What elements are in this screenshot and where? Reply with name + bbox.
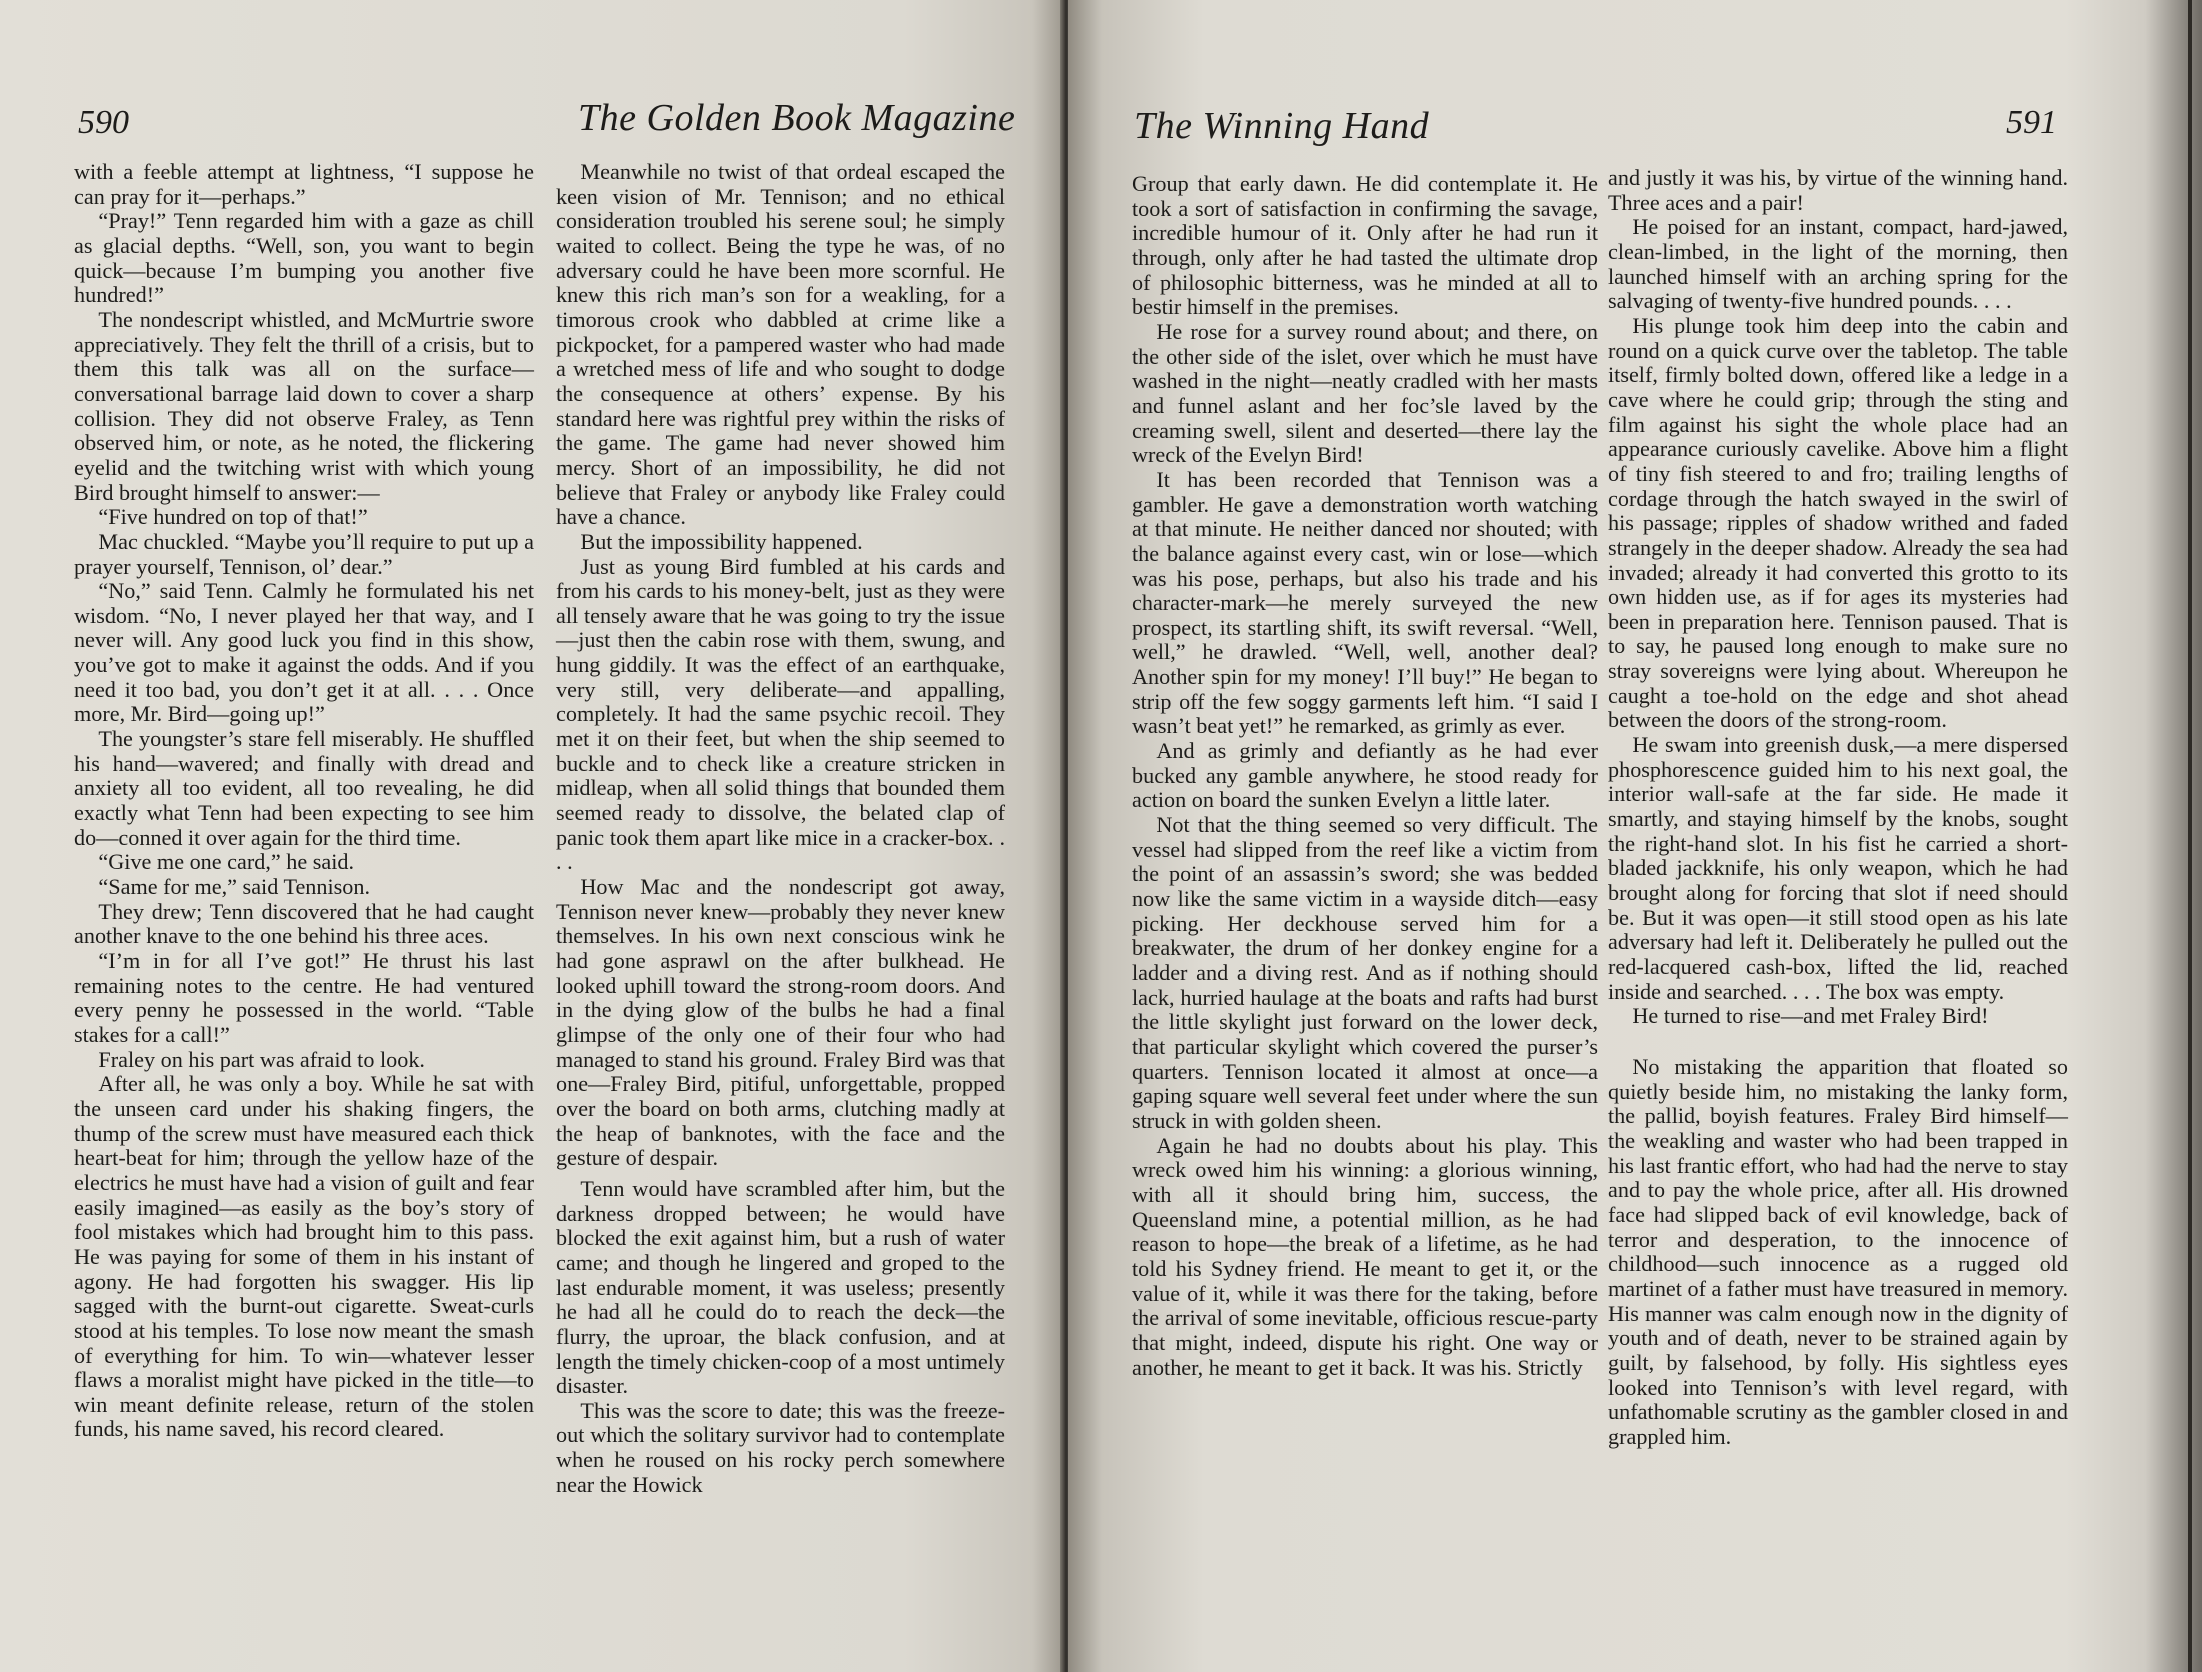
paragraph: And as grimly and defiantly as he had ever bucked any gamble anywhere, he stood ready for action on board the sunken Evelyn a little later.: [1132, 738, 1598, 813]
paragraph: Not that the thing seemed so very difficult. The vessel had slipped from the reef like a victim from the point of an assassin’s sword; she was bedded now like the same victim in a wayside ditch—easy picking. Her deckhouse served him for a breakwater, the drum of her donkey engine for a ladder and a diving rest. And as if nothing should lack, hurried haulage at the boats and rafts had burst the little skylight just forward on the lower deck, that particular skylight which covered the purser’s quarters. Tennison located it almost at once—a gaping square well several feet under where the sun struck in with golden sheen.: [1132, 812, 1598, 1133]
paragraph: “Five hundred on top of that!”: [98, 504, 368, 530]
paragraph: This was the score to date; this was the freeze-out which the solitary survivor had to contemplate when he roused on his rocky perch somewhere near the Howick: [556, 1397, 1005, 1497]
paragraph: His plunge took him deep into the cabin and round on a quick curve over the tabletop. The table itself, firmly bolted down, offered like a ledge in a cave where he could grip; through the sting and film against his sight the whole place had an appearance curiously cavelike. Above him a flight of tiny fish steered to and fro; trailing lengths of cordage through the hatch swayed in the swirl of his passage; ripples of shadow writhed and faded strangely in the deeper shadow. Already the sea had invaded; already it had converted this grotto to its own hidden use, as if for ages its mysteries had been in preparation here. Tennison paused. That is to say, he paused long enough to make sure no stray sovereigns were lying about. Whereupon he caught a toe-hold on the edge and shot ahead between the doors of the strong-room.: [1608, 312, 2068, 733]
paragraph: Group that early dawn. He did contemplate it. He took a sort of satisfaction in confirming the savage, incredible humour of it. Only after he had run it through, only after he had tasted the ultimate drop of philosophic bitterness, was he minded at all to bestir himself in the premises.: [1132, 171, 1598, 320]
left-column-1: [74, 160, 534, 1442]
page-number: 590: [78, 104, 129, 141]
paragraph: “Same for me,” said Tennison.: [98, 874, 371, 900]
paragraph: He swam into greenish dusk,—a mere dispersed phosphorescence guided him to his next goal, the interior wall-safe at the far side. He made it smartly, and staying himself by the knobs, sought the right-hand slot. In his fist he carried a short-bladed jackknife, his only weapon, which he had brought along for forcing that slot if need should be. But it was open—it still stood open as his late adversary had left it. Deliberately he pulled out the red-lacquered cash-box, lifted the lid, reached inside and searched. . . . The box was empty.: [1608, 732, 2068, 1004]
paragraph: It has been recorded that Tennison was a gambler. He gave a demonstration worth watching at that minute. He neither danced nor shouted; with the balance against every cast, win or lose—which was his pose, perhaps, but also his trade and his character-mark—he merely surveyed the new prospect, its startling shift, its swift reversal. “Well, well,” he drawled. “Well, well, another deal? Another spin for my money! I’ll buy!” He began to strip off the few soggy garments left him. “I said I wasn’t beat yet!” he remarked, as grimly as ever.: [1132, 466, 1598, 739]
paragraph: He poised for an instant, compact, hard-jawed, clean-limbed, in the light of the morning, then launched himself with an arching spring for the salvaging of twenty-five hundred pounds. . . .: [1608, 214, 2068, 314]
paragraph: Fraley on his part was afraid to look.: [98, 1046, 425, 1072]
running-head: The Winning Hand: [1134, 105, 1430, 147]
paragraph: Just as young Bird fumbled at his cards and from his cards to his money-belt, just as they were all tensely aware that he was going to try the issue—just then the cabin rose with them, swung, and hung giddily. It was the effect of an earthquake, very still, very deliberate—and appalling, completely. It had the same psychic recoil. They met it on their feet, but when the ship seemed to buckle and to check like a creature stricken in midleap, when all solid things that bounded them seemed ready to dissolve, the belated clap of panic took them apart like mice in a cracker-box. . . .: [556, 553, 1005, 875]
paragraph: Again he had no doubts about his play. This wreck owed him his winning: a glorious winning, with all it should bring him, success, the Queensland mine, a potential million, as he had reason to hope—the break of a lifetime, as he had told his Sydney friend. He meant to get it, or the value of it, while it was there for the taking, before the arrival of some inevitable, officious rescue-party that might, indeed, dispute his right. One way or another, he meant to get it back. It was his. Strictly: [1132, 1132, 1598, 1380]
paragraph: No mistaking the apparition that floated so quietly beside him, no mistaking the lanky form, the pallid, boyish features. Fraley Bird himself—the weakling and waster who had been trapped in his last frantic effort, who had had the nerve to stay and to pay the whole price, after all. His drowned face had slipped back of evil knowledge, back of terror and desperation, to the innocence of childhood—such innocence as a rugged old martinet of a father must have treasured in memory. His manner was calm enough now in the dignity of youth and of death, never to be strained again by guilt, by falsehood, by folly. His sightless eyes looked into Tennison’s with level regard, with unfathomable scrutiny as the gambler closed in and grappled him.: [1608, 1053, 2069, 1449]
paragraph: Meanwhile no twist of that ordeal escaped the keen vision of Mr. Tennison; and no ethical consideration troubled his serene soul; he simply waited to collect. Being the type he was, of no adversary could he have been more scornful. He knew this rich man’s son for a weakling, for a timorous crook who dabbled at crime like a pickpocket, for a pampered waster who had made a wretched mess of life and who sought to dodge the consequence at others’ expense. By his standard here was rightful prey within the risks of the game. The game had never showed him mercy. Short of an impossibility, he did not believe that Fraley or anybody like Fraley could have a chance.: [556, 159, 1005, 530]
page-number: 591: [2006, 104, 2057, 141]
paragraph: How Mac and the nondescript got away, Tennison never knew—probably they never knew themselves. In his own next conscious wink he had gone asprawl on the after bulkhead. He looked uphill toward the strong-room doors. And in the dying glow of the bulbs he had a final glimpse of the only one of their four who had managed to stand his ground. Fraley Bird was that one—Fraley Bird, pitiful, unforgettable, propped over the board on both arms, clutching madly at the heap of banknotes, with the face and the gesture of despair.: [556, 874, 1005, 1171]
right-column-2: [1608, 166, 2068, 1449]
right-column-1: [1132, 172, 1598, 1380]
paragraph: After all, he was only a boy. While he sat with the unseen card under his shaking fingers, the thump of the screw must have measured each thick heart-beat for him; through the yellow haze of the electrics he must have had a vision of guilt and fear easily imagined—as easily as the boy’s story of fool mistakes which had brought him to this pass. He was paying for some of them in his instant of agony. He had forgotten his swagger. His lip sagged with the burnt-out cigarette. Sweat-curls stood at his temples. To lose now meant the smash of everything for him. To win—whatever lesser flaws a moralist might have picked in the title—to win meant definite release, return of the stolen funds, his name saved, his record cleared.: [74, 1071, 534, 1442]
paragraph: “Give me one card,” he said.: [98, 849, 355, 875]
paragraph: They drew; Tenn discovered that he had caught another knave to the one behind his three aces.: [74, 898, 534, 949]
paragraph: He rose for a survey round about; and there, on the other side of the islet, over which he must have washed in the night—neatly cradled with her masts and funnel aslant and her foc’sle laved by the creaming swell, silent and deserted—there lay the wreck of the Evelyn Bird!: [1132, 318, 1598, 468]
paragraph: Tenn would have scrambled after him, but the darkness dropped between; he would have blocked the exit against him, but a rush of water came; and though he lingered and groped to the last endurable moment, it was useless; presently he had all he could do to reach the deck—the flurry, the uproar, the black confusion, and at length the timely chicken-coop of a most untimely disaster.: [556, 1175, 1005, 1399]
paragraph: But the impossibility happened.: [580, 528, 863, 554]
paragraph: “I’m in for all I’ve got!” He thrust his last remaining notes to the centre. He had ventured every penny he possessed in the world. “Table stakes for a call!”: [74, 948, 534, 1047]
left-page: [0, 0, 1064, 1672]
paragraph: The youngster’s stare fell miserably. He shuffled his hand—wavered; and finally with dread and anxiety all too evident, all too revealing, he did exactly what Tenn had been expecting to see him do—conned it over again for the third time.: [74, 726, 534, 850]
paragraph: Mac chuckled. “Maybe you’ll require to put up a prayer yourself, Tennison, ol’ dear.”: [74, 528, 534, 579]
paragraph: He turned to rise—and met Fraley Bird!: [1632, 1003, 1989, 1029]
running-head: The Golden Book Magazine: [578, 97, 1016, 139]
paragraph: with a feeble attempt at lightness, “I suppose he can pray for it—perhaps.”: [74, 159, 534, 209]
paragraph: “No,” said Tenn. Calmly he formulated his net wisdom. “No, I never played her that way, and I never will. Any good luck you find in this show, you’ve got to make it against the odds. And if you need it too bad, you don’t get it at all. . . . Once more, Mr. Bird—going up!”: [74, 578, 534, 727]
left-column-2: [556, 160, 1005, 1497]
right-page: [1068, 0, 2202, 1672]
page-edge: [2188, 0, 2192, 1672]
paragraph: and justly it was his, by virtue of the winning hand. Three aces and a pair!: [1608, 165, 2068, 215]
paragraph: “Pray!” Tenn regarded him with a gaze as chill as glacial depths. “Well, son, you want to begin quick—because I’m bumping you another five hundred!”: [74, 208, 534, 308]
paragraph: The nondescript whistled, and McMurtrie swore appreciatively. They felt the thrill of a crisis, but to them this talk was all on the surface—conversational barrage laid down to cover a sharp collision. They did not observe Fraley, as Tenn observed him, or note, as he noted, the flickering eyelid and the twitching wrist with which young Bird brought himself to answer:—: [74, 306, 534, 505]
